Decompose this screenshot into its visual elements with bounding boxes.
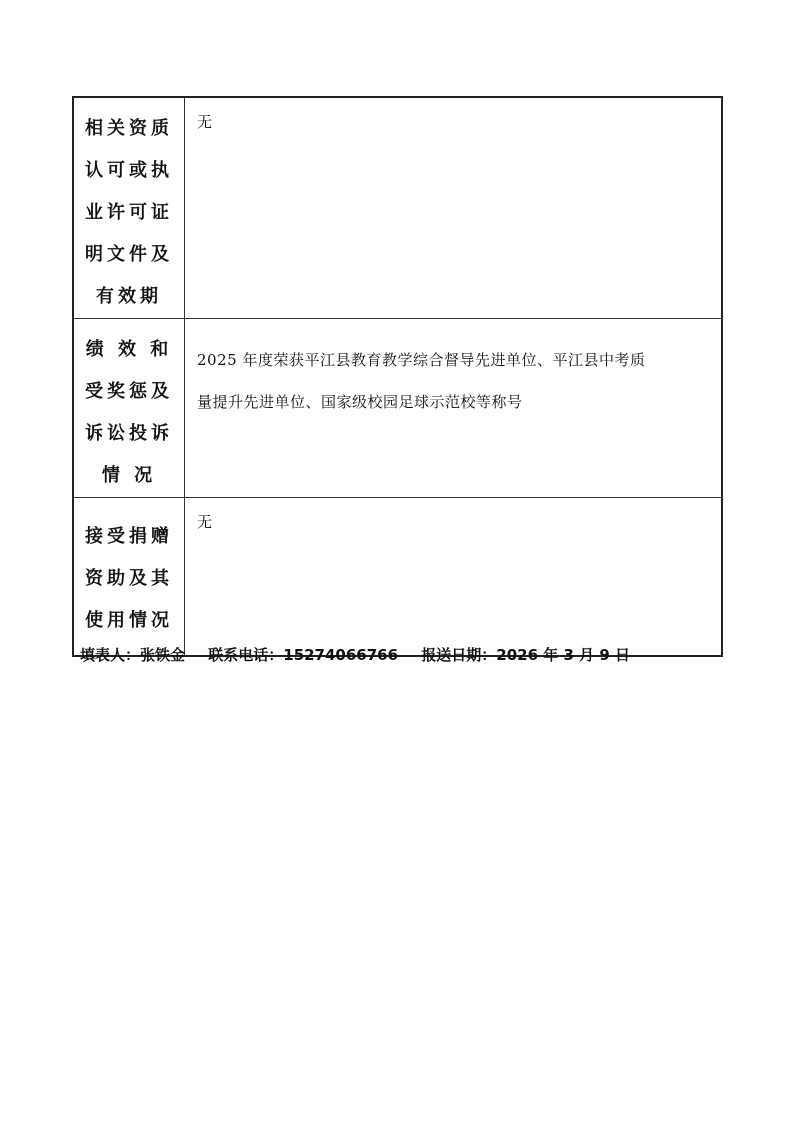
contact-phone: 联系电话：15274066766 (208, 646, 399, 664)
label-line: 相关资质 (85, 118, 173, 139)
table-row-performance (73, 319, 722, 498)
label-line: 明文件及 (85, 244, 173, 265)
donation-value: 无 (197, 513, 213, 531)
label-line: 业许可证 (85, 202, 173, 223)
label-line: 绩 效 和 (85, 339, 173, 360)
report-date: 报送日期：2026 年 3 月 9 日 (421, 646, 631, 664)
label-line: 接受捐赠 (85, 526, 173, 547)
table-row-qualification (73, 97, 722, 319)
label-line: 有效期 (96, 286, 162, 307)
content-cell-performance (185, 319, 723, 498)
info-table (72, 96, 723, 657)
label-line: 资助及其 (85, 568, 173, 589)
label-line: 受奖惩及 (85, 381, 173, 402)
qualification-value: 无 (197, 113, 213, 131)
label-cell-qualification (73, 97, 185, 319)
label-line: 诉讼投诉 (85, 423, 173, 444)
table-row-donation (73, 498, 722, 656)
form-footer (80, 644, 630, 665)
label-line: 认可或执 (85, 160, 173, 181)
label-cell-donation (73, 498, 185, 656)
filler-name: 填表人：张铁金 (80, 646, 186, 664)
label-line: 使用情况 (85, 610, 173, 631)
performance-line: 量提升先进单位、国家级校园足球示范校等称号 (197, 393, 523, 411)
label-line: 情 况 (101, 465, 157, 486)
content-cell-qualification (185, 97, 723, 319)
performance-line: 2025 年度荣获平江县教育教学综合督导先进单位、平江县中考质 (197, 351, 646, 369)
content-cell-donation (185, 498, 723, 656)
label-cell-performance (73, 319, 185, 498)
